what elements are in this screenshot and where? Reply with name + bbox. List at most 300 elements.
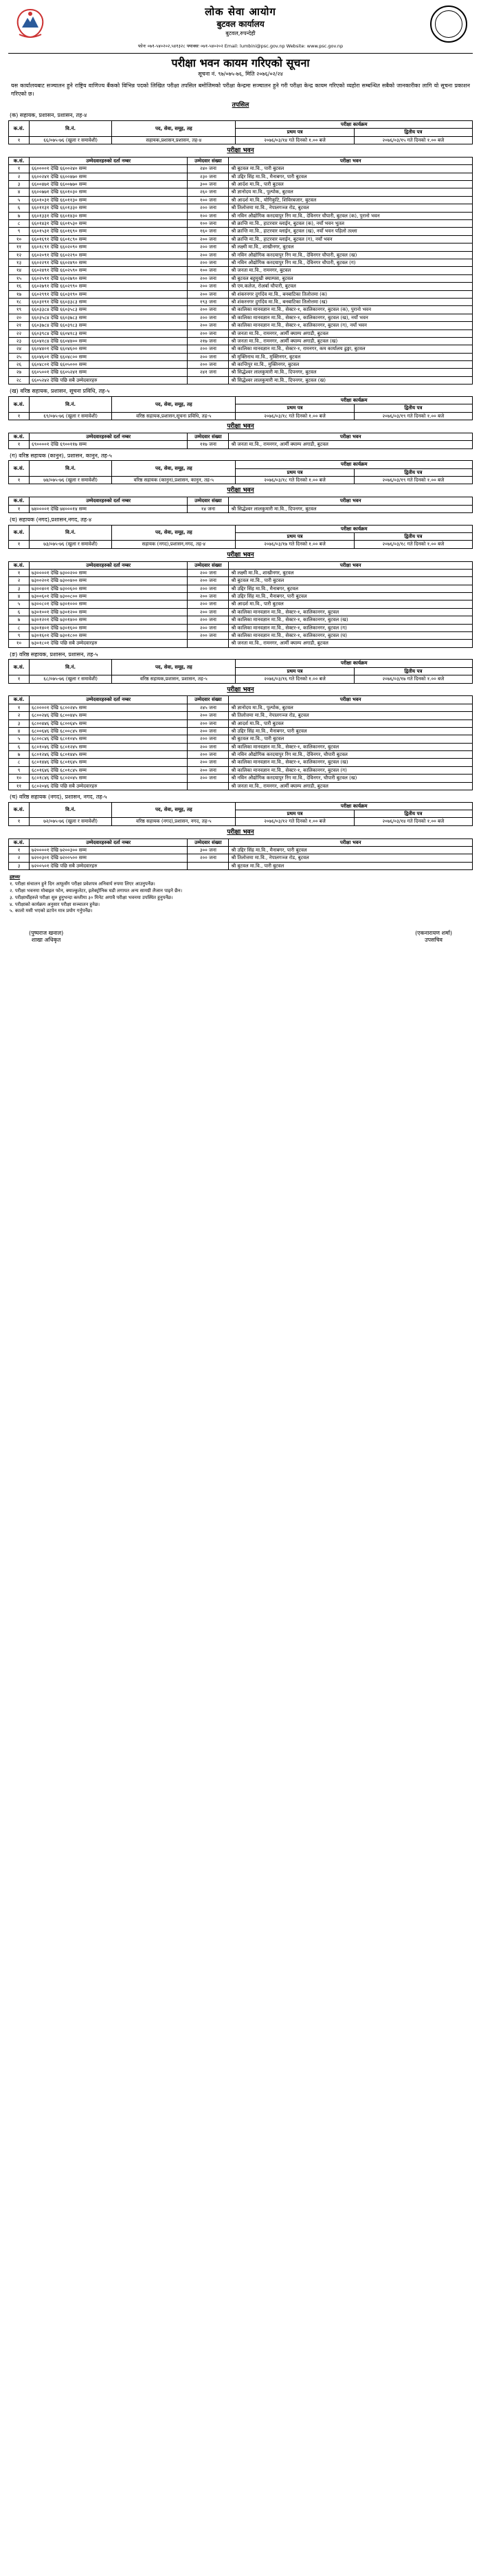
table-row: [9, 267, 473, 274]
exam-center: श्री बुटवल मा.वि., पारी बुटवल: [229, 862, 473, 869]
candidate-count: [188, 782, 229, 790]
exam-center: श्री कालिका मानवज्ञान मा.वि., सेक्टर-१, कालिकानगर, बुटवल (घ): [229, 632, 473, 640]
roll-range: ६६०२७९१ देखि ६६०२९९० सम्म: [30, 283, 188, 290]
second-paper-date: २०७६/०३/१७ गते दिनको १.०० बजे: [354, 675, 472, 683]
row-sn: ४: [9, 593, 30, 600]
candidate-count: [188, 640, 229, 647]
exam-center: श्री सिद्धेश्वर लालकुमारी मा.वि., दिपनगर, बुटवल (ख): [229, 376, 473, 384]
col-second-paper: द्वितीय पत्र: [354, 532, 472, 540]
row-sn: २५: [9, 353, 30, 360]
adv-number: ७४/०७५-७६ (खुला र समावेशी): [30, 476, 112, 484]
second-paper-date: २०७६/०३/१९ गते दिनको १.०० बजे: [354, 412, 472, 420]
roll-range: ६६०११३१ देखि ६६०१३३० सम्म: [30, 204, 188, 212]
table-row: [9, 259, 473, 267]
exam-center: श्री आर्दश मा.वि., पारी बुटवल: [229, 181, 473, 188]
roll-range: ६८००८४६ देखि ६८०१०४५ सम्म: [30, 735, 188, 743]
col-roll-range: उम्मेदवारहरुको दर्ता नम्बर: [30, 561, 188, 569]
first-paper-date: २०७६/०३/१७ गते दिनको १.०० बजे: [236, 541, 354, 548]
exam-center: श्री कालिका मानवज्ञान मा.वि., सेक्टर-१, कालिकानगर, बुटवल (ग), नयाँ भवन: [229, 322, 473, 329]
row-sn: २२: [9, 329, 30, 337]
candidate-count: [188, 862, 229, 869]
roll-range: ६६०२५९१ देखि ६६०२७९० सम्म: [30, 274, 188, 282]
post-name: वरिष्ठ सहायक (कानुन),प्रशासन, कानुन, तह-५: [112, 476, 236, 484]
first-paper-date: २०७६/०३/१६ गते दिनको १.०० बजे: [236, 675, 354, 683]
exam-center: श्री जनता मा.वि., रामनगर, आर्मी क्याम्प अगाडी, बुटवल (ख): [229, 337, 473, 345]
table-row: [9, 569, 473, 576]
table-row: [9, 204, 473, 212]
table-row: [9, 766, 473, 774]
table-row: [9, 775, 473, 782]
table-row: [9, 593, 473, 600]
candidate-count: १०० जना: [188, 267, 229, 274]
roll-range: ६६०३५८४ देखि ६६०३७८३ सम्म: [30, 314, 188, 321]
candidate-count: २०० जना: [188, 585, 229, 592]
candidate-count: २०० जना: [188, 712, 229, 719]
exam-center-table: [8, 695, 473, 790]
section-heading: (ग) वरिष्ठ सहायक (कानुन), प्रशासन, कानुन, तह-५: [10, 452, 112, 459]
row-sn: ८: [9, 220, 30, 228]
schedule-table: [8, 460, 473, 484]
roll-range: ६६०१३३१ देखि ६६०१४३० सम्म: [30, 212, 188, 219]
table-row: [9, 251, 473, 259]
exam-center: श्री कालिका मानवज्ञान मा.वि., सेक्टर-१, कालिकानगर, बुटवल (ख): [229, 759, 473, 766]
candidate-count: ३०० जना: [188, 181, 229, 188]
section-heading: (च) वरिष्ठ सहायक (नगद), प्रशासन, नगद, तह-५: [10, 794, 107, 801]
table-row: [9, 369, 473, 376]
candidate-count: २०० जना: [188, 616, 229, 624]
col-schedule: परीक्षा कार्यक्रम: [236, 802, 473, 810]
table-row: [9, 854, 473, 862]
table-row: [9, 624, 473, 631]
col-schedule: परीक्षा कार्यक्रम: [236, 396, 473, 404]
exam-center: श्री सिद्धेश्वर लालकुमारी मा.वि., दिपनगर, बुटवल: [229, 505, 473, 512]
exam-center: श्री बुटवल बहुमुखी क्याम्पस, बुटवल: [229, 274, 473, 282]
roll-range: ६८००४४६ देखि ६८००६४५ सम्म: [30, 719, 188, 727]
roll-range: ६६०४४०१ देखि ६६०४६०० सम्म: [30, 345, 188, 353]
table-row: [9, 704, 473, 711]
candidate-count: २०० जना: [188, 274, 229, 282]
row-sn: ३: [9, 719, 30, 727]
roll-range: ६८०१२४६ देखि ६८०१४४५ सम्म: [30, 751, 188, 759]
signatory-right-name: (एकनारायण शर्मा): [415, 930, 452, 937]
exam-center: श्री ज्ञानोदय मा.वि., पुल्पोक, बुटवल: [229, 704, 473, 711]
exam-center-heading: परीक्षा भवन: [227, 828, 254, 836]
col-roll-range: उम्मेदवारहरुको दर्ता नम्बर: [30, 838, 188, 846]
col-second-paper: द्वितीय पत्र: [354, 404, 472, 412]
psc-seal-icon: [430, 6, 467, 43]
row-sn: ६: [9, 743, 30, 750]
candidate-count: २०० जना: [188, 766, 229, 774]
first-paper-date: २०७६/०३/१८ गते दिनको १.०० बजे: [236, 412, 354, 420]
row-sn: १६: [9, 283, 30, 290]
roll-range: ६८००६४६ देखि ६८००८४५ सम्म: [30, 727, 188, 735]
exam-center-table: [8, 157, 473, 385]
section-heading: (क) सहायक, प्रशासन, प्रशासन, तह-४: [10, 112, 87, 119]
schedule-sn: १: [9, 136, 30, 144]
col-sn: क.सं.: [9, 838, 30, 846]
candidate-count: २१७ जना: [188, 337, 229, 345]
col-sn: क.सं.: [9, 120, 30, 136]
candidate-count: २०० जना: [188, 329, 229, 337]
col-exam-center: परीक्षा भवन: [229, 157, 473, 164]
exam-center: श्री उद्दिर सिंह मा.वि., मैनाबगर, बुटवल: [229, 585, 473, 592]
table-row: [9, 188, 473, 196]
table-row: [9, 196, 473, 204]
table-row: [9, 220, 473, 228]
exam-center-heading: परीक्षा भवन: [227, 147, 254, 155]
schedule-table: [8, 659, 473, 683]
roll-range: ६८००००१ देखि ६८००२४५ सम्म: [30, 704, 188, 711]
candidate-count: १०० जना: [188, 212, 229, 219]
roll-range: ६६०२९९१ देखि ६६०३१९० सम्म: [30, 290, 188, 298]
row-sn: १२: [9, 251, 30, 259]
exam-center: श्री शंकरनगर दुर्गादेव मा.वि., बनबाटिका तिलोत्तमा (क): [229, 290, 473, 298]
candidate-count: २०० जना: [188, 593, 229, 600]
col-exam-center: परीक्षा भवन: [229, 838, 473, 846]
col-adv-no: वि.नं.: [30, 396, 112, 412]
roll-range: ७३०१००१ देखि ७३०१२०० सम्म: [30, 608, 188, 616]
row-sn: २०: [9, 314, 30, 321]
table-row: [9, 577, 473, 585]
table-row: [9, 243, 473, 251]
col-schedule: परीक्षा कार्यक्रम: [236, 660, 473, 667]
schedule-table: [8, 802, 473, 826]
col-post: पद, सेवा, समूह, तह: [112, 396, 236, 412]
first-paper-date: २०७६/०३/१२ गते दिनको १.०० बजे: [236, 818, 354, 825]
exam-center-table: [8, 838, 473, 871]
roll-range: ७४००००१ देखि ७४०००१४ सम्म: [30, 505, 188, 512]
candidate-count: २०० जना: [188, 775, 229, 782]
signatory-right: [415, 930, 452, 943]
roll-range: ६६०१८९१ देखि ६६०२०९० सम्म: [30, 243, 188, 251]
col-exam-center: परीक्षा भवन: [229, 433, 473, 440]
candidate-count: २०० जना: [188, 251, 229, 259]
roll-range: ६६०३९८४ देखि ६६०४१८३ सम्म: [30, 329, 188, 337]
roll-range: ७३००००१ देखि ७३००२०० सम्म: [30, 569, 188, 576]
row-sn: ५: [9, 196, 30, 204]
row-sn: १: [9, 569, 30, 576]
col-exam-center: परीक्षा भवन: [229, 561, 473, 569]
row-sn: १३: [9, 259, 30, 267]
exam-center: श्री तिलोत्तमा मा.वि., नेपालगञ्ज रोड, बुटवल: [229, 854, 473, 862]
exam-center: श्री आदर्श मा.वि., योगिकुटि, शिविरबजार, बुटवल: [229, 196, 473, 204]
col-candidate-count: उम्मेदवार संख्या: [188, 561, 229, 569]
roll-range: ६६००७७१ देखि ६६०१०३० सम्म: [30, 188, 188, 196]
row-sn: १: [9, 704, 30, 711]
row-sn: १५: [9, 274, 30, 282]
col-adv-no: वि.नं.: [30, 525, 112, 541]
exam-center: श्री कालिका मानवज्ञान मा.वि., सेक्टर-१, कालिकानगर, बुटवल (ख): [229, 616, 473, 624]
roll-range: ७३००८०१ देखि ७३०१००० सम्म: [30, 600, 188, 608]
candidate-count: २०० जना: [188, 743, 229, 750]
roll-range: ६६०३३८४ देखि ६६०३५८३ सम्म: [30, 306, 188, 314]
row-sn: ५: [9, 735, 30, 743]
candidate-count: २०० जना: [188, 306, 229, 314]
table-row: [9, 727, 473, 735]
col-roll-range: उम्मेदवारहरुको दर्ता नम्बर: [30, 497, 188, 505]
candidate-count: २६० जना: [188, 188, 229, 196]
table-row: [9, 743, 473, 750]
roll-range: ६६०१०३१ देखि ६६०११३० सम्म: [30, 196, 188, 204]
candidate-count: २०० जना: [188, 608, 229, 616]
signatory-left-name: (पुष्पराज खनाल): [29, 930, 64, 937]
col-post: पद, सेवा, समूह, तह: [112, 120, 236, 136]
table-row: [9, 337, 473, 345]
exam-center: श्री उद्दिर सिंह मा.वि., मैनाबगर, पारी बुटवल: [229, 593, 473, 600]
post-name: सहायक,प्रशासन,प्रशासन, तह-४: [112, 136, 236, 144]
table-row: [9, 314, 473, 321]
candidate-count: २०० जना: [188, 290, 229, 298]
exam-center: श्री उद्दिर सिंह मा.वि., मैनाबगर, पारी बुटवल: [229, 173, 473, 180]
table-row: [9, 361, 473, 369]
candidate-count: २०० जना: [188, 719, 229, 727]
exam-center: श्री तिलोत्तमा मा.वि., नेपालगञ्ज रोड, बुटवल: [229, 712, 473, 719]
table-row: [9, 181, 473, 188]
table-row: [9, 298, 473, 305]
exam-center: श्री क्रान्ति मा.वि., हाटरवार व्लाईन, बुटवल (ख), नयाँ भवन पहिलो तल्ला: [229, 228, 473, 235]
note-item: १. परीक्षा संचालन हुने दिन आफूसँग परीक्षा प्रवेशपत्र अनिवार्य रुपमा लिएर आउनुपर्नेछ।: [10, 881, 155, 887]
exam-center: श्री नविन औद्योगिक करदयापुर रिंग मा.वि., देविनगर, चौपारी बुटवल (ख): [229, 775, 473, 782]
col-sn: क.सं.: [9, 396, 30, 412]
roll-range: ६६०२२९१ देखि ६६०२४९० सम्म: [30, 259, 188, 267]
exam-center: श्री बुटवल मा.वि., पारी बुटवल: [229, 735, 473, 743]
candidate-count: २०० जना: [188, 759, 229, 766]
post-name: सहायक (नगद),प्रशासन,नगद, तह-४: [112, 541, 236, 548]
row-sn: २: [9, 854, 30, 862]
second-paper-date: २०७६/०३/१४ गते दिनको १.०० बजे: [354, 818, 472, 825]
row-sn: २४: [9, 345, 30, 353]
adv-number: ६८/०७५-७६ (खुला र समावेशी): [30, 675, 112, 683]
col-sn: क.सं.: [9, 497, 30, 505]
note-item: २. परीक्षा भवनमा मोबाइल फोन, क्याल्कुलेटर, इलेक्ट्रोनिक घडी लगायत अन्य सामग्री लैजान पाइने छैन।: [10, 887, 183, 894]
row-sn: २७: [9, 369, 30, 376]
col-candidate-count: उम्मेदवार संख्या: [188, 838, 229, 846]
table-row: [9, 847, 473, 854]
exam-center: श्री कालिका मानवज्ञान मा.वि., सेक्टर-१, कालिकानगर, बुटवल: [229, 608, 473, 616]
col-first-paper: प्रथम पत्र: [236, 129, 354, 136]
schedule-table: [8, 396, 473, 420]
row-sn: ४: [9, 727, 30, 735]
col-first-paper: प्रथम पत्र: [236, 404, 354, 412]
exam-center: श्री लक्ष्मी मा.वि., शाखीनगर, बुटवल: [229, 243, 473, 251]
roll-range: ६६०२०९१ देखि ६६०२२९० सम्म: [30, 251, 188, 259]
roll-range: ६८०१४४६ देखि ६८०१६४५ सम्म: [30, 759, 188, 766]
section-heading: (ख) वरिष्ठ सहायक, प्रशासन, सूचना प्रविधि, तह-५: [10, 388, 110, 395]
candidate-count: १६० जना: [188, 228, 229, 235]
col-post: पद, सेवा, समूह, तह: [112, 802, 236, 818]
exam-center: श्री कान्तिपुर मा.वि., मुक्तिनगर, बुटवल: [229, 361, 473, 369]
exam-center: श्री जनता मा.वि., रामनगर, आर्मी क्याम्प अगाडी, बुटवल: [229, 640, 473, 647]
row-sn: ६: [9, 608, 30, 616]
candidate-count: २०० जना: [188, 204, 229, 212]
col-sn: क.सं.: [9, 660, 30, 675]
row-sn: १९: [9, 306, 30, 314]
schedule-table: [8, 525, 473, 549]
section-heading: (घ) सहायक (नगद),प्रशासन,नगद, तह-४: [10, 516, 92, 523]
second-paper-date: २०७६/०३/१९ गते दिनको १.०० बजे: [354, 476, 472, 484]
roll-range: ७३००२०१ देखि ७३००४०० सम्म: [30, 577, 188, 585]
exam-center-heading: परीक्षा भवन: [227, 423, 254, 431]
candidate-count: ११७ जना: [188, 441, 229, 448]
table-row: [9, 173, 473, 180]
notice-title: परीक्षा भवन कायम गरिएको सूचना: [171, 56, 310, 69]
adv-number: ७२/०७५-७६ (खुला र समावेशी): [30, 818, 112, 825]
exam-center: श्री कालिका मानवज्ञान मा.वि., सेक्टर-१, कालिकानगर, बुटवल (ग): [229, 624, 473, 631]
col-second-paper: द्वितीय पत्र: [354, 129, 472, 136]
col-sn: क.सं.: [9, 157, 30, 164]
exam-center: श्री मुक्तिनाथ मा.वि., मुक्तिनगर, बुटवल: [229, 353, 473, 360]
adv-number: ६६/०७५-७६ (खुला र समावेशी): [30, 136, 112, 144]
col-sn: क.सं.: [9, 433, 30, 440]
exam-center: श्री एम.कलेज, रोअर्बा चौपारी, बुटवल: [229, 283, 473, 290]
table-row: [9, 212, 473, 219]
roll-range: ६६००४७१ देखि ६६००७७० सम्म: [30, 181, 188, 188]
roll-range: ७२००५०१ देखि पछि सबै उम्मेदवारहरु: [30, 862, 188, 869]
row-sn: १०: [9, 235, 30, 243]
col-candidate-count: उम्मेदवार संख्या: [188, 433, 229, 440]
notice-body: यस कार्यालयबाट सञ्चालन हुने राष्ट्रिय वाणिज्य बैंकको विभिन्न पदको लिखित परीक्षा तपसिल बमोजिमको परीक्षा केन्द्रमा सञ्चालन हुने गरी परीक्षा केन्द्र कायम गरिएको व्यहोरा सम्बन्धित सबैको जानकारीका लागि यो सूचना प्रकाशन गरिएको छ।: [11, 82, 470, 98]
post-name: वरिष्ठ सहायक (नगद),प्रशासन, नगद, तह-५: [112, 818, 236, 825]
col-roll-range: उम्मेदवारहरुको दर्ता नम्बर: [30, 696, 188, 704]
exam-center-table: [8, 497, 473, 513]
table-row: [9, 751, 473, 759]
exam-center: श्री कालिका मानवज्ञान मा.वि., सेक्टर-१, कालिकानगर, बुटवल (क), पुरानो भवन: [229, 306, 473, 314]
col-schedule: परीक्षा कार्यक्रम: [236, 525, 473, 532]
exam-center-table: [8, 433, 473, 449]
table-row: [9, 712, 473, 719]
candidate-count: २०० जना: [188, 259, 229, 267]
candidate-count: २०० जना: [188, 243, 229, 251]
table-row: [9, 283, 473, 290]
exam-center: श्री जनता मा.वि., रामनगर, बुटवल: [229, 267, 473, 274]
exam-center: श्री तिलोत्तमा मा.वि., नेपालगञ्ज रोड, बुटवल: [229, 204, 473, 212]
col-roll-range: उम्मेदवारहरुको दर्ता नम्बर: [30, 433, 188, 440]
row-sn: १४: [9, 267, 30, 274]
exam-center: श्री कालिका मानवज्ञान मा.वि., सेक्टर-१, कालिकानगर, बुटवल (ग): [229, 766, 473, 774]
col-candidate-count: उम्मेदवार संख्या: [188, 696, 229, 704]
note-item: ३. परीक्षार्थीहरुले परीक्षा सुरु हुनुभन्दा कम्तीमा ३० मिनेट अगावै परीक्षा भवनमा उपस्थित हुनुपर्नेछ।: [10, 894, 173, 900]
notes: [10, 874, 471, 915]
notes-heading: द्रष्टव्यः: [10, 874, 21, 880]
notice-number: सूचना नं. ९७/०७५-७६, मिति २०७६/०२/२४: [198, 71, 283, 78]
row-sn: १०: [9, 640, 30, 647]
exam-center-heading: परीक्षा भवन: [227, 551, 254, 559]
roll-range: ७२००३०१ देखि ७२००५०० सम्म: [30, 854, 188, 862]
table-row: [9, 290, 473, 298]
exam-center: श्री लक्ष्मी मा.वि., शाखीनगर, बुटवल: [229, 569, 473, 576]
candidate-count: २०० जना: [188, 283, 229, 290]
row-sn: ५: [9, 600, 30, 608]
table-row: [9, 719, 473, 727]
roll-range: ६६०१५३१ देखि ६६०१६९० सम्म: [30, 228, 188, 235]
row-sn: १८: [9, 298, 30, 305]
col-adv-no: वि.नं.: [30, 660, 112, 675]
candidate-count: २०० जना: [188, 600, 229, 608]
table-row: [9, 306, 473, 314]
row-sn: १: [9, 847, 30, 854]
letterhead: [8, 4, 473, 54]
candidate-count: ३०० जना: [188, 847, 229, 854]
roll-range: ६८०१८४६ देखि ६८०२०४५ सम्म: [30, 775, 188, 782]
col-schedule: परीक्षा कार्यक्रम: [236, 461, 473, 468]
col-sn: क.सं.: [9, 525, 30, 541]
row-sn: ३: [9, 181, 30, 188]
table-row: [9, 235, 473, 243]
signatory-left-title: शाखा अधिकृत: [31, 936, 61, 943]
first-paper-date: २०७६/०३/१८ गते दिनको १.०० बजे: [236, 476, 354, 484]
exam-center: श्री बुटवल मा.वि., पारी बुटवल: [229, 165, 473, 173]
candidate-count: १४ जना: [188, 505, 229, 512]
roll-range: ६८०२०४६ देखि पछि सबै उम्मेदवारहरु: [30, 782, 188, 790]
table-row: [9, 616, 473, 624]
col-second-paper: द्वितीय पत्र: [354, 810, 472, 818]
signature-block: [29, 930, 452, 943]
exam-center: श्री ज्ञानोदय मा.वि., पुल्पोक, बुटवल: [229, 188, 473, 196]
roll-range: ६९००००१ देखि ६९००११७ सम्म: [30, 441, 188, 448]
row-sn: ९: [9, 766, 30, 774]
col-adv-no: वि.नं.: [30, 802, 112, 818]
col-post: पद, सेवा, समूह, तह: [112, 660, 236, 675]
row-sn: ८: [9, 624, 30, 631]
exam-center: श्री आदर्श मा.वि., पारी बुटवल: [229, 719, 473, 727]
roll-range: ६६०५२४२ देखि पछि सबै उम्मेदवारहरु: [30, 376, 188, 384]
row-sn: २३: [9, 337, 30, 345]
candidate-count: १९३ जना: [188, 298, 229, 305]
exam-center: श्री नविन औद्योगिक करदयापुर रिंग मा.वि., देविनगर चौपारी, बुटवल (ग): [229, 259, 473, 267]
roll-range: ६६००२४१ देखि ६६००४७० सम्म: [30, 173, 188, 180]
notes-list: [10, 881, 471, 915]
roll-range: ७३०१६०१ देखि ७३०१८०० सम्म: [30, 632, 188, 640]
candidate-count: २४५ जना: [188, 704, 229, 711]
exam-center-heading: परीक्षा भवन: [227, 686, 254, 693]
candidate-count: २०० जना: [188, 569, 229, 576]
exam-center: श्री जनता मा.वि., रामनगर, आर्मी क्याम्प अगाडी, बुटवल: [229, 441, 473, 448]
candidate-count: २४० जना: [188, 165, 229, 173]
row-sn: ११: [9, 243, 30, 251]
roll-range: ६६०३१९१ देखि ६६०३३८३ सम्म: [30, 298, 188, 305]
table-row: [9, 329, 473, 337]
row-sn: २: [9, 712, 30, 719]
post-name: वरिष्ठ सहायक,प्रशासन, प्रशासन, तह-५: [112, 675, 236, 683]
signatory-left: [29, 930, 63, 943]
exam-center: श्री उद्दिर सिंह मा.वि., मैनाबगर, पारी बुटवल: [229, 727, 473, 735]
row-sn: ९: [9, 228, 30, 235]
roll-range: ६६०२४९१ देखि ६६०२५९० सम्म: [30, 267, 188, 274]
col-candidate-count: उम्मेदवार संख्या: [188, 497, 229, 505]
schedule-sn: १: [9, 541, 30, 548]
contact-line: फोनः ०७१-५४०२०२,५४१३२८ फ्याक्सः ०७१-५४०२०२ Email: lumbini@psc.gov.np Website: www.psc.gov.np: [137, 43, 344, 49]
table-row: [9, 600, 473, 608]
row-sn: १७: [9, 290, 30, 298]
candidate-count: २०० जना: [188, 345, 229, 353]
exam-center: श्री कालिका मानवज्ञान मा.वि., सेक्टर-१, कालिकानगर, बुटवल: [229, 743, 473, 750]
organization-name: लोक सेवा आयोग: [205, 6, 276, 18]
table-row: [9, 585, 473, 592]
roll-range: ६६०४१८४ देखि ६६०४४०० सम्म: [30, 337, 188, 345]
candidate-count: २०० जना: [188, 353, 229, 360]
table-row: [9, 782, 473, 790]
second-paper-date: २०७६/०३/१५ गते दिनको १.०० बजे: [354, 136, 472, 144]
exam-center: श्री बुटवल मा.वि., पारी बुटवल: [229, 577, 473, 585]
col-second-paper: द्वितीय पत्र: [354, 667, 472, 675]
col-sn: क.सं.: [9, 696, 30, 704]
exam-center: श्री शंकरनगर दुर्गादेव मा.वि., बनबाटिका तिलोत्तमा (ख): [229, 298, 473, 305]
post-name: वरिष्ठ सहायक,प्रशासन,सूचना प्रविधि, तह-५: [112, 412, 236, 420]
row-sn: २१: [9, 322, 30, 329]
row-sn: ८: [9, 759, 30, 766]
exam-center-table: [8, 561, 473, 648]
table-row: [9, 228, 473, 235]
